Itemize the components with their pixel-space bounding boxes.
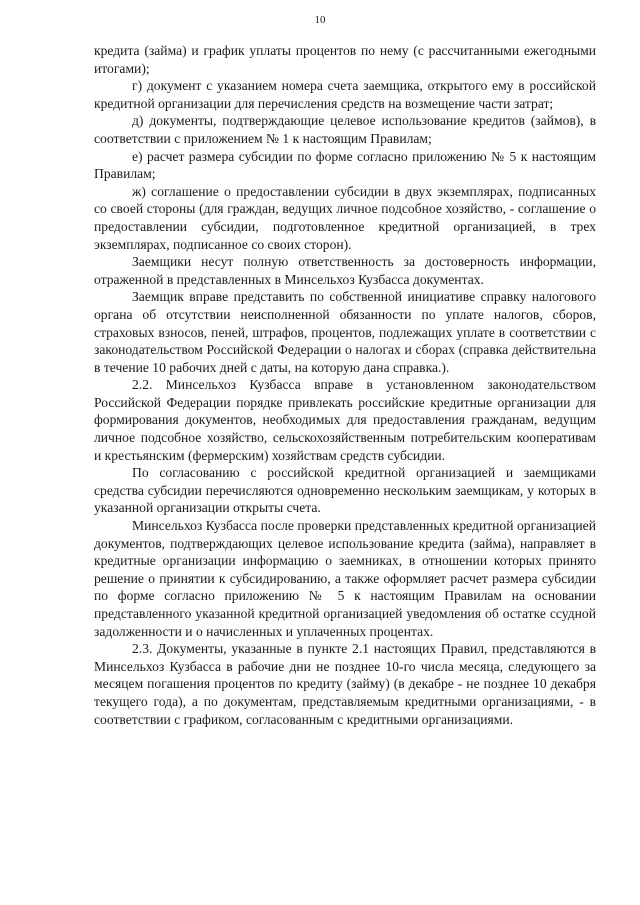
paragraph-item-e: е) расчет размера субсидии по форме согласно приложению № 5 к настоящим Правилам;: [94, 148, 596, 182]
paragraph-2-2: 2.2. Минсельхоз Кузбасса вправе в установленном законодательством Российской Федерации порядке привлекать российские кредитные организации для формирования документов, необходимых для предоставления гражданам, ведущим личное подсобное хозяйство, сельскохозяйственным потребительским кооперативам и крестьянским (фермерским) хозяйствам средств субсидии.: [94, 377, 596, 463]
paragraph-tax-certificate: Заемщик вправе представить по собственной инициативе справку налогового органа об отсутствии неисполненной обязанности по уплате налогов, сборов, страховых взносов, пеней, штрафов, процентов, подлежащих уплате в соответствии с законодательством Российской Федерации о налогах и сборах (справка действительна в течение 10 рабочих дней с даты, на которую дана справка.).: [94, 289, 596, 375]
paragraph-2-3: 2.3. Документы, указанные в пункте 2.1 настоящих Правил, представляются в Минсельхоз Кузбасса в рабочие дни не позднее 10-го числа месяца, следующего за месяцем погашения процентов по кредиту (займу) (в декабре - не позднее 10 декабря текущего года), а по документам, представляемым кредитными организациями, - в соответствии с графиком, согласованным с кредитными организациями.: [94, 641, 596, 727]
paragraph-ministry-check: Минсельхоз Кузбасса после проверки представленных кредитной организацией документов, подтверждающих целевое использование кредита (займа), направляет в кредитные организации информацию о заемниках, в отношении которых принято решение о принятии к субсидированию, а также оформляет расчет размера субсидии по форме согласно приложению № 5 к настоящим Правилам на основании представленного указанной кредитной организацией уведомления об остатке ссудной задолженности и о начисленных и уплаченных процентах.: [94, 518, 596, 639]
paragraph-responsibility: Заемщики несут полную ответственность за достоверность информации, отраженной в представленных в Минсельхоз Кузбасса документах.: [94, 254, 596, 287]
paragraph-item-g: г) документ с указанием номера счета заемщика, открытого ему в российской кредитной организации для перечисления средств на возмещение части затрат;: [94, 78, 596, 111]
page-number: 10: [314, 14, 326, 26]
paragraph-credit-schedule: кредита (займа) и график уплаты процентов по нему (с рассчитанными ежегодными итогами);: [94, 43, 596, 76]
document-body: [94, 42, 596, 728]
paragraph-transfer-agreement: По согласованию с российской кредитной организацией и заемщиками средства субсидии перечисляются одновременно нескольким заемщикам, у которых в указанной организации открыты счета.: [94, 465, 596, 516]
paragraph-item-d: д) документы, подтверждающие целевое использование кредитов (займов), в соответствии с приложением № 1 к настоящим Правилам;: [94, 113, 596, 146]
paragraph-item-zh: ж) соглашение о предоставлении субсидии в двух экземплярах, подписанных со своей стороны (для граждан, ведущих личное подсобное хозяйство, - соглашение о предоставлении субсидии, подготовленное кредитной организацией, в трех экземплярах, подписанное со своих сторон).: [94, 183, 596, 252]
